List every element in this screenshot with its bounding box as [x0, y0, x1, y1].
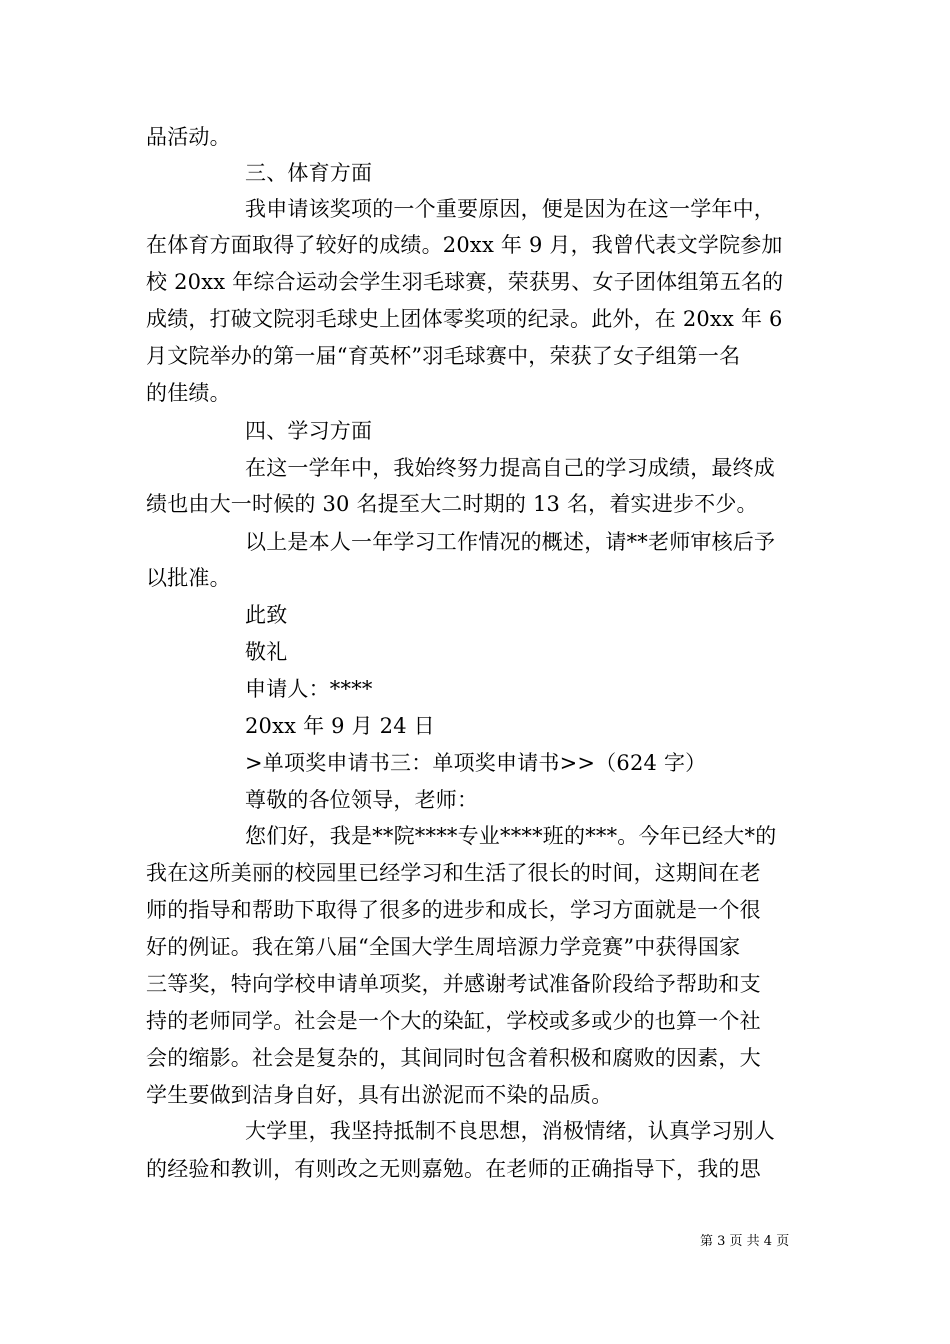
text-line: 学生要做到洁身自好，具有出淤泥而不染的品质。: [146, 1083, 613, 1107]
text-line: 校 20xx 年综合运动会学生羽毛球赛，荣获男、女子团体组第五名的: [146, 270, 784, 294]
date-line: 20xx 年 9 月 24 日: [245, 714, 435, 738]
text-line: 的佳绩。: [146, 381, 231, 405]
text-line: 成绩，打破文院羽毛球史上团体零奖项的纪录。此外，在 20xx 年 6: [146, 307, 783, 331]
section-title: >单项奖申请书三：单项奖申请书>>（624 字）: [245, 751, 707, 775]
text-line: 我在这所美丽的校园里已经学习和生活了很长的时间，这期间在老: [146, 861, 761, 885]
text-line: 持的老师同学。社会是一个大的染缸，学校或多或少的也算一个社: [146, 1009, 761, 1033]
section-heading: 三、体育方面: [245, 161, 373, 185]
text-line: 您们好，我是**院****专业****班的***。今年已经大*的: [245, 824, 777, 848]
text-line: 在体育方面取得了较好的成绩。20xx 年 9 月，我曾代表文学院参加: [146, 233, 783, 257]
text-line: 师的指导和帮助下取得了很多的进步和成长，学习方面就是一个很: [146, 898, 761, 922]
text-line: 的经验和教训，有则改之无则嘉勉。在老师的正确指导下，我的思: [146, 1157, 761, 1181]
closing-line: 敬礼: [245, 640, 288, 664]
text-line: 月文院举办的第一届“育英杯”羽毛球赛中，荣获了女子组第一名: [146, 344, 741, 368]
closing-line: 此致: [245, 603, 288, 627]
text-line: 我申请该奖项的一个重要原因，便是因为在这一学年中，: [245, 197, 775, 221]
applicant-line: 申请人：****: [245, 677, 373, 701]
text-line: 三等奖，特向学校申请单项奖，并感谢考试准备阶段给予帮助和支: [146, 972, 761, 996]
text-line: 品活动。: [146, 125, 231, 149]
text-line: 大学里，我坚持抵制不良思想，消极情绪，认真学习别人: [245, 1119, 775, 1143]
text-line: 以上是本人一年学习工作情况的概述，请**老师审核后予: [245, 530, 776, 554]
text-line: 绩也由大一时候的 30 名提至大二时期的 13 名，着实进步不少。: [146, 492, 758, 516]
page-number: 第 3 页 共 4 页: [700, 1234, 790, 1249]
text-line: 会的缩影。社会是复杂的，其间同时包含着积极和腐败的因素，大: [146, 1046, 761, 1070]
text-line: 在这一学年中，我始终努力提高自己的学习成绩，最终成: [245, 456, 775, 480]
text-line: 好的例证。我在第八届“全国大学生周培源力学竞赛”中获得国家: [146, 935, 741, 959]
section-heading: 四、学习方面: [245, 419, 373, 443]
salutation: 尊敬的各位领导，老师：: [245, 788, 479, 812]
text-line: 以批准。: [146, 566, 231, 590]
